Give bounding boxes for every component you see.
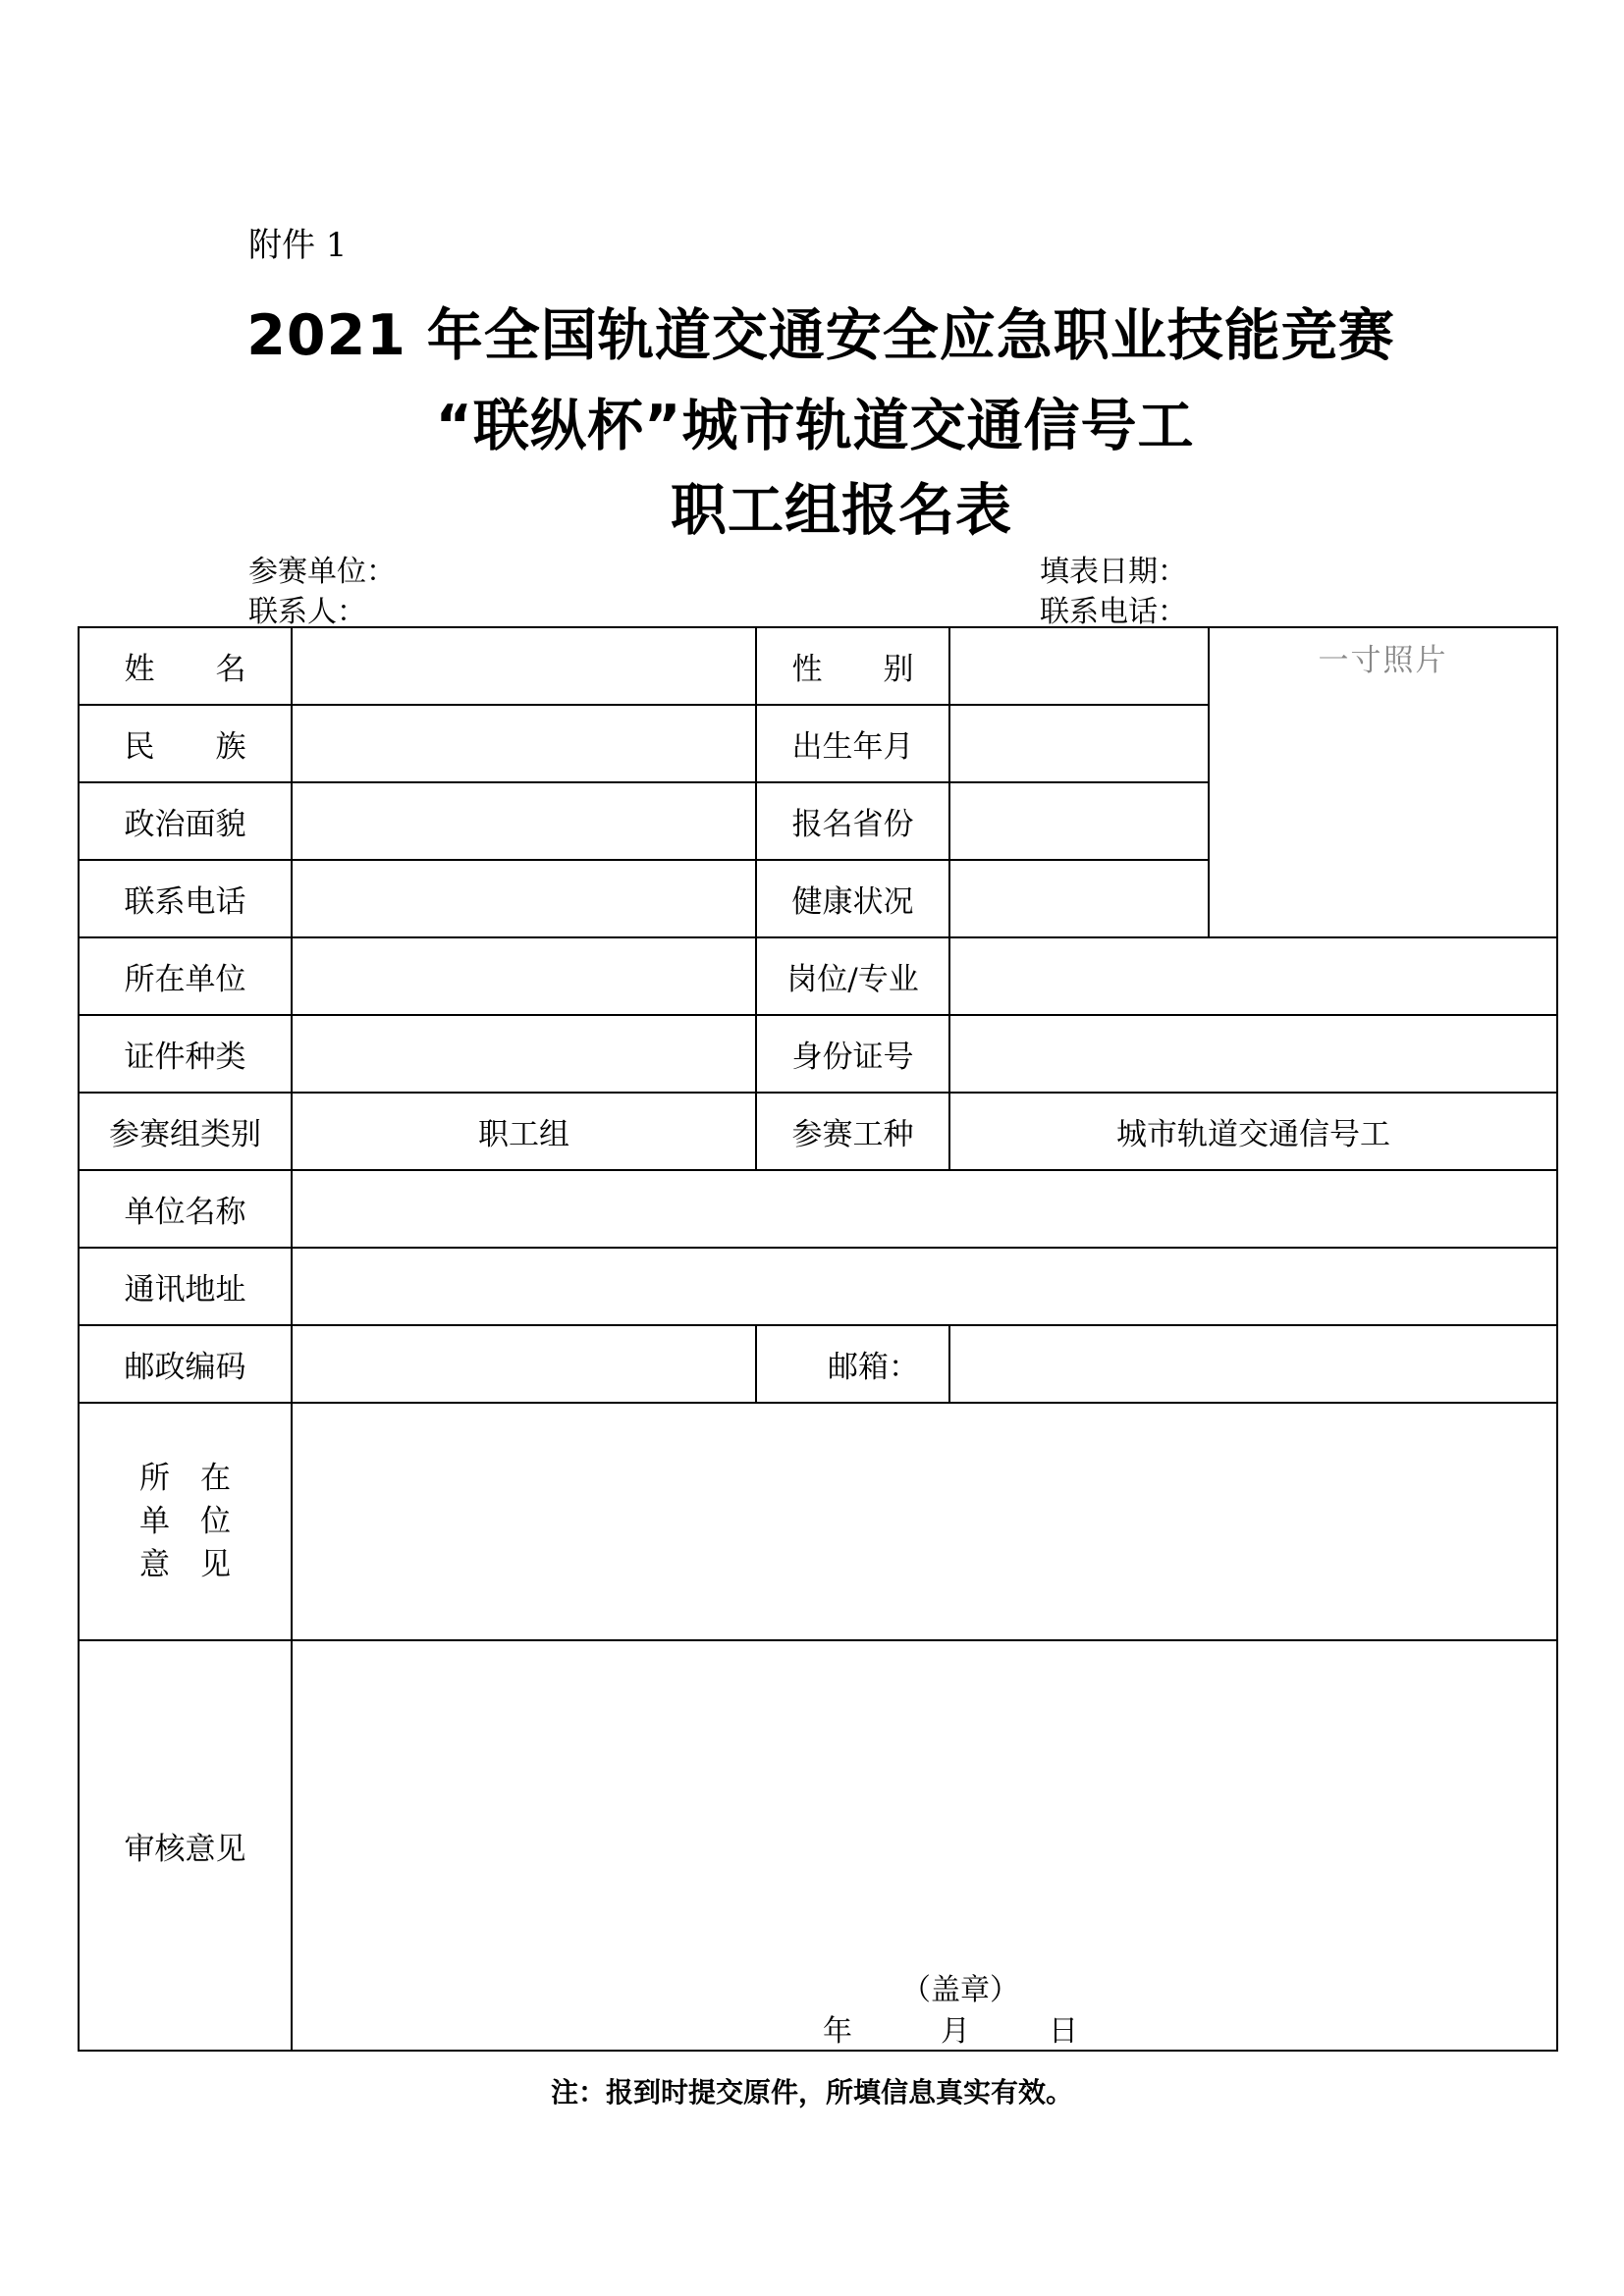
trade-value: 城市轨道交通信号工 — [949, 1093, 1557, 1170]
province-label: 报名省份 — [756, 782, 949, 860]
phone-field[interactable] — [292, 860, 756, 937]
group-label: 参赛组类别 — [79, 1093, 292, 1170]
seal-text: （盖章） — [901, 1973, 1019, 2007]
email-label: 邮箱： — [756, 1325, 949, 1403]
participating-unit-label: 参赛单位： — [248, 555, 396, 589]
unit-opinion-field[interactable] — [292, 1403, 1557, 1640]
phone-label: 联系电话 — [79, 860, 292, 937]
health-label: 健康状况 — [756, 860, 949, 937]
gender-field[interactable] — [949, 627, 1209, 705]
address-label: 通讯地址 — [79, 1248, 292, 1325]
employer-field[interactable] — [292, 937, 756, 1015]
review-opinion-label: 审核意见 — [79, 1640, 292, 2051]
postcode-label: 邮政编码 — [79, 1325, 292, 1403]
unit-opinion-line-1: 所 在 — [139, 1461, 231, 1496]
political-status-field[interactable] — [292, 782, 756, 860]
registration-form — [78, 626, 1558, 2052]
unit-name-label: 单位名称 — [79, 1170, 292, 1248]
birth-date-field[interactable] — [949, 705, 1209, 782]
position-field[interactable] — [949, 937, 1557, 1015]
id-type-field[interactable] — [292, 1015, 756, 1093]
unit-opinion-label — [79, 1403, 292, 1640]
footnote: 注：报到时提交原件，所填信息真实有效。 — [550, 2076, 1073, 2109]
name-field[interactable] — [292, 627, 756, 705]
contact-phone-label: 联系电话： — [1040, 595, 1187, 629]
date-month-label: 月 — [941, 2014, 970, 2049]
email-field[interactable] — [949, 1325, 1557, 1403]
title-line-2: “联纵杯”城市轨道交通信号工 — [435, 394, 1195, 458]
birth-date-label: 出生年月 — [756, 705, 949, 782]
name-label: 姓 名 — [79, 627, 292, 705]
review-opinion-field[interactable] — [292, 1640, 1557, 2051]
unit-opinion-line-3: 意 见 — [139, 1547, 231, 1582]
health-field[interactable] — [949, 860, 1209, 937]
ethnicity-label: 民 族 — [79, 705, 292, 782]
unit-opinion-line-2: 单 位 — [139, 1504, 231, 1539]
photo-box[interactable] — [1209, 627, 1557, 937]
id-type-label: 证件种类 — [79, 1015, 292, 1093]
fill-date-label: 填表日期： — [1040, 555, 1187, 589]
id-number-field[interactable] — [949, 1015, 1557, 1093]
contact-person-label: 联系人： — [248, 595, 366, 629]
province-field[interactable] — [949, 782, 1209, 860]
group-value: 职工组 — [292, 1093, 756, 1170]
address-field[interactable] — [292, 1248, 1557, 1325]
photo-placeholder-text: 一寸照片 — [1318, 643, 1448, 678]
title-line-1: 2021 年全国轨道交通安全应急职业技能竞赛 — [246, 303, 1395, 368]
ethnicity-field[interactable] — [292, 705, 756, 782]
political-status-label: 政治面貌 — [79, 782, 292, 860]
gender-label: 性 别 — [756, 627, 949, 705]
trade-label: 参赛工种 — [756, 1093, 949, 1170]
id-number-label: 身份证号 — [756, 1015, 949, 1093]
attachment-label: 附件 1 — [248, 226, 348, 265]
unit-name-field[interactable] — [292, 1170, 1557, 1248]
date-year-label: 年 — [823, 2014, 852, 2049]
position-label: 岗位/专业 — [756, 937, 949, 1015]
employer-label: 所在单位 — [79, 937, 292, 1015]
title-line-3: 职工组报名表 — [671, 478, 1012, 543]
date-day-label: 日 — [1049, 2014, 1078, 2049]
postcode-field[interactable] — [292, 1325, 756, 1403]
review-date-line — [823, 2006, 1078, 2050]
